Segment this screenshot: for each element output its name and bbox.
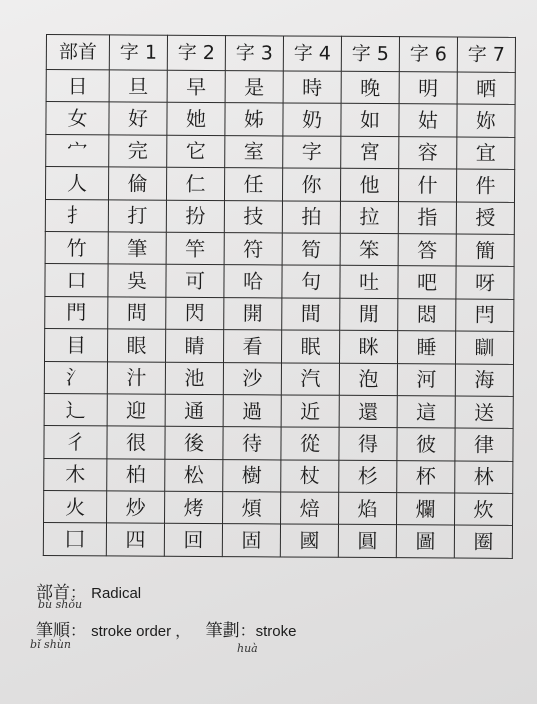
character-cell: 開 <box>224 297 282 330</box>
radical-cell: 人 <box>45 167 108 200</box>
character-cell: 它 <box>167 135 225 168</box>
table-row <box>44 426 513 461</box>
radical-cell: 彳 <box>44 426 107 459</box>
character-cell: 時 <box>283 71 341 104</box>
character-cell: 如 <box>341 104 399 137</box>
header-char-5: 字 5 <box>341 36 399 71</box>
character-cell: 好 <box>109 102 167 135</box>
character-cell: 妳 <box>457 104 515 137</box>
table-row <box>46 102 515 137</box>
character-cell: 睛 <box>166 329 224 362</box>
character-cell: 什 <box>398 169 456 202</box>
character-cell: 林 <box>455 461 513 494</box>
character-cell: 拉 <box>340 201 398 234</box>
character-cell: 拍 <box>282 201 340 234</box>
character-cell: 室 <box>225 135 283 168</box>
radical-table <box>43 34 516 559</box>
character-cell: 笨 <box>340 233 398 266</box>
character-cell: 奶 <box>283 103 341 136</box>
character-cell: 姑 <box>399 104 457 137</box>
character-cell: 迎 <box>107 394 165 427</box>
character-cell: 杯 <box>397 460 455 493</box>
table-row <box>45 296 514 331</box>
table-row <box>45 199 514 234</box>
character-cell: 泡 <box>339 363 397 396</box>
stroke-colon: ： <box>239 621 256 640</box>
character-cell: 旦 <box>109 70 167 103</box>
character-cell: 明 <box>399 72 457 105</box>
character-cell: 是 <box>225 71 283 104</box>
character-cell: 晚 <box>341 71 399 104</box>
character-cell: 圖 <box>396 525 454 558</box>
stroke-term: 筆劃 <box>205 621 240 641</box>
radical-pinyin: bù shǒu <box>38 598 83 611</box>
character-cell: 容 <box>399 136 457 169</box>
character-cell: 吧 <box>398 266 456 299</box>
stroke-translation: stroke <box>255 623 297 640</box>
character-cell: 河 <box>397 363 455 396</box>
header-row <box>46 35 515 73</box>
character-cell: 簡 <box>456 234 514 267</box>
character-cell: 焰 <box>339 492 397 525</box>
character-cell: 炒 <box>107 491 165 524</box>
character-cell: 任 <box>224 168 282 201</box>
stroke-order-term: 筆順 <box>36 621 70 641</box>
table-row <box>45 167 514 202</box>
character-cell: 圓 <box>338 525 396 558</box>
character-cell: 炊 <box>455 493 513 526</box>
character-cell: 汽 <box>281 362 339 395</box>
character-cell: 池 <box>165 362 223 395</box>
character-cell: 回 <box>164 524 222 557</box>
header-radical: 部首 <box>46 35 109 70</box>
character-cell: 完 <box>109 135 167 168</box>
character-cell: 眯 <box>339 330 397 363</box>
character-cell: 睡 <box>397 331 455 364</box>
character-cell: 姊 <box>225 103 283 136</box>
notes-section <box>30 572 516 692</box>
character-cell: 沙 <box>223 362 281 395</box>
character-cell: 汁 <box>107 361 165 394</box>
character-cell: 近 <box>281 395 339 428</box>
character-cell: 打 <box>108 199 166 232</box>
character-cell: 宮 <box>341 136 399 169</box>
character-cell: 看 <box>223 330 281 363</box>
table-row <box>44 491 513 526</box>
character-cell: 字 <box>283 136 341 169</box>
character-cell: 還 <box>339 395 397 428</box>
header-char-2: 字 2 <box>167 35 225 70</box>
character-cell: 筍 <box>282 233 340 266</box>
table-row <box>45 329 514 364</box>
character-cell: 符 <box>224 233 282 266</box>
character-cell: 扮 <box>166 200 224 233</box>
radical-colon: ： <box>70 583 87 602</box>
character-cell: 海 <box>455 364 513 397</box>
radical-cell: 女 <box>46 102 109 135</box>
table-row <box>46 134 515 169</box>
radical-cell: 氵 <box>44 361 107 394</box>
character-cell: 悶 <box>398 298 456 331</box>
character-cell: 固 <box>222 524 280 557</box>
radical-cell: 日 <box>46 70 109 103</box>
header-char-4: 字 4 <box>283 36 341 71</box>
character-cell: 四 <box>106 523 164 556</box>
character-cell: 呀 <box>456 266 514 299</box>
character-cell: 筆 <box>108 232 166 265</box>
radical-cell: 扌 <box>45 199 108 232</box>
character-cell: 閒 <box>340 298 398 331</box>
radical-cell: 辶 <box>44 393 107 426</box>
stroke-order-translation: stroke order ， <box>91 623 191 640</box>
table-row <box>46 70 515 105</box>
table-row <box>44 458 513 493</box>
radical-cell: 囗 <box>43 523 106 556</box>
character-cell: 仁 <box>166 167 224 200</box>
character-cell: 很 <box>107 426 165 459</box>
table-row <box>44 361 513 396</box>
header-char-1: 字 1 <box>109 35 167 70</box>
table-row <box>44 393 513 428</box>
radical-translation: Radical <box>91 585 142 602</box>
character-cell: 技 <box>224 200 282 233</box>
character-cell: 柏 <box>107 459 165 492</box>
character-cell: 宜 <box>457 137 515 170</box>
character-cell: 過 <box>223 394 281 427</box>
character-cell: 煩 <box>223 492 281 525</box>
character-cell: 爛 <box>397 493 455 526</box>
character-cell: 這 <box>397 396 455 429</box>
character-cell: 後 <box>165 427 223 460</box>
character-cell: 哈 <box>224 265 282 298</box>
character-cell: 竿 <box>166 232 224 265</box>
stroke-pinyin: huà <box>237 642 258 655</box>
stroke-order-pinyin: bǐ shùn <box>30 638 71 651</box>
character-cell: 松 <box>165 459 223 492</box>
radical-cell: 火 <box>44 491 107 524</box>
character-cell: 待 <box>223 427 281 460</box>
character-cell: 杖 <box>281 460 339 493</box>
note-stroke-order <box>36 616 296 641</box>
character-cell: 間 <box>282 298 340 331</box>
radical-cell: 門 <box>45 296 108 329</box>
header-char-3: 字 3 <box>225 36 283 71</box>
character-cell: 瞓 <box>455 331 513 364</box>
character-cell: 律 <box>455 428 513 461</box>
character-cell: 可 <box>166 265 224 298</box>
character-cell: 晒 <box>457 72 515 105</box>
radical-cell: 木 <box>44 458 107 491</box>
radical-term: 部首 <box>36 583 70 603</box>
character-cell: 句 <box>282 265 340 298</box>
character-cell: 圈 <box>454 525 512 558</box>
character-cell: 指 <box>398 201 456 234</box>
character-cell: 烤 <box>165 491 223 524</box>
table-row <box>45 231 514 266</box>
character-cell: 從 <box>281 427 339 460</box>
character-cell: 焙 <box>281 492 339 525</box>
character-cell: 通 <box>165 394 223 427</box>
character-cell: 授 <box>456 202 514 235</box>
character-cell: 吐 <box>340 266 398 299</box>
character-cell: 答 <box>398 234 456 267</box>
character-cell: 眼 <box>108 329 166 362</box>
character-cell: 閃 <box>166 297 224 330</box>
character-cell: 國 <box>280 524 338 557</box>
character-cell: 你 <box>282 168 340 201</box>
stroke-order-colon: ： <box>70 621 87 640</box>
radical-cell: 口 <box>45 264 108 297</box>
table-body <box>43 70 515 559</box>
radical-cell: 目 <box>45 329 108 362</box>
character-cell: 問 <box>108 297 166 330</box>
character-cell: 彼 <box>397 428 455 461</box>
character-cell: 送 <box>455 396 513 429</box>
header-char-7: 字 7 <box>457 37 515 72</box>
character-cell: 早 <box>167 70 225 103</box>
character-cell: 件 <box>456 169 514 202</box>
character-cell: 眠 <box>281 330 339 363</box>
character-cell: 得 <box>339 428 397 461</box>
table-row <box>45 264 514 299</box>
character-cell: 閂 <box>456 299 514 332</box>
header-char-6: 字 6 <box>399 37 457 72</box>
character-cell: 杉 <box>339 460 397 493</box>
character-cell: 她 <box>167 103 225 136</box>
character-cell: 吳 <box>108 264 166 297</box>
table-row <box>43 523 512 558</box>
character-cell: 倫 <box>108 167 166 200</box>
radical-cell: 宀 <box>46 134 109 167</box>
character-cell: 他 <box>340 168 398 201</box>
character-cell: 樹 <box>223 459 281 492</box>
radical-cell: 竹 <box>45 231 108 264</box>
